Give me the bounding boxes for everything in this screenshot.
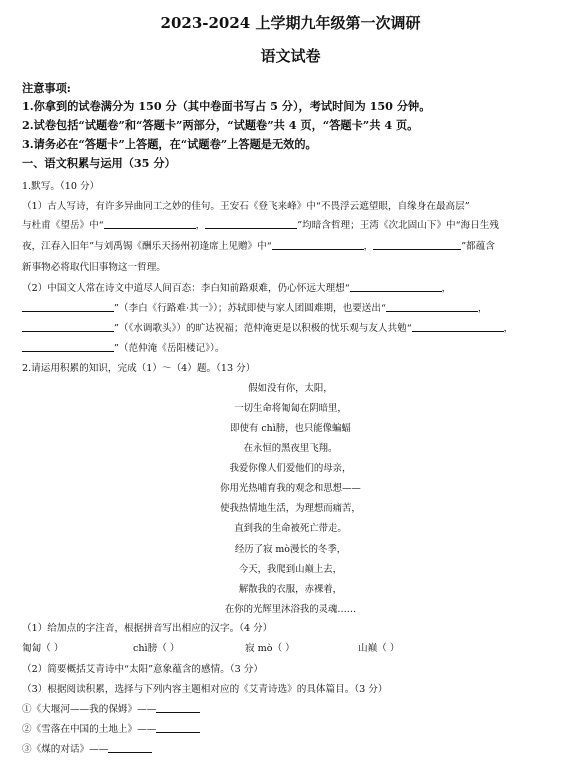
notice-item-1: 1.你拿到的试卷满分为 150 分（其中卷面书写占 5 分），考试时间为 150 分钟。 [22, 99, 431, 113]
notice-item-2: 2.试卷包括“试题卷”和“答题卡”两部分，“试题卷”共 4 页，“答题卡”共 4 页。 [22, 118, 419, 132]
q1-part2-line4 [22, 340, 224, 354]
q2-sub2: （2）简要概括艾青诗中“太阳”意象蕴含的感情。（3 分） [22, 664, 263, 675]
q1-part1-text-a: 与杜甫《望岳》中“ [22, 220, 104, 231]
q2-sub1-title: （1）给加点的字注音，根据拼音写出相应的汉字。（4 分） [22, 623, 273, 634]
poem-line-2: 一切生命将匍匐在阴暗里， [234, 403, 347, 414]
answer-blank[interactable] [104, 219, 196, 229]
q2-sub1-item-3: 寂 mò（ ） [245, 643, 295, 654]
q2-sub3-item-3 [22, 741, 152, 755]
exam-subtitle: 语文试卷 [260, 47, 321, 65]
q1-part1-line2 [22, 217, 499, 231]
poem-line-5: 我爱你像人们爱他们的母亲， [229, 463, 352, 474]
answer-blank[interactable] [373, 240, 461, 250]
q2-sub3-item-1 [22, 701, 200, 715]
q2-sub1-item-2: chì膀（ ） [133, 643, 180, 654]
question-2-title: 2.请运用积累的知识，完成（1）～（4）题。（13 分） [22, 363, 256, 374]
notice-item-3: 3.请务必在“答题卡”上答题，在“试题卷”上答题是无效的。 [22, 137, 317, 151]
poem-line-4: 在永恒的黑夜里飞翔。 [243, 443, 338, 454]
notice-heading: 注意事项: [22, 81, 71, 95]
q1-part2-line1 [22, 280, 451, 294]
answer-blank[interactable] [205, 219, 297, 229]
q1-part2-text-b: ， [441, 283, 452, 294]
poem-line-1: 假如没有你，太阳， [248, 383, 333, 394]
q1-part2-text-a: （2）中国文人常在诗文中道尽人间百态：李白知前路艰难，仍心怀远大理想“ [22, 283, 350, 294]
q2-sub1-item-1: 匍匐（ ） [22, 643, 64, 654]
q1-part1-text-c: ”均暗含哲理；王湾《次北固山下》中“海日生残 [297, 220, 499, 231]
answer-blank[interactable] [108, 743, 152, 753]
answer-blank[interactable] [272, 240, 364, 250]
answer-blank[interactable] [386, 302, 478, 312]
q1-part2-text-d: ， [477, 303, 488, 314]
section-heading: 一、语文积累与运用（35 分） [22, 156, 176, 170]
answer-blank[interactable] [156, 723, 200, 733]
q1-part1-line3 [22, 238, 495, 252]
q1-part1-text-d: 夜，江春入旧年”与刘禹锡《酬乐天扬州初逢席上见赠》中“ [22, 241, 272, 252]
q2-sub3-item-2 [22, 721, 200, 735]
q1-part2-text-g: ”（范仲淹《岳阳楼记》）。 [114, 343, 225, 354]
q1-part1-text-b: ， [195, 220, 206, 231]
poem-line-9: 经历了寂 mò漫长的冬季， [234, 544, 347, 555]
question-1-title: 1.默写。（10 分） [22, 181, 100, 192]
q2-sub3-item-3-text: ③《煤的对话》—— [22, 744, 109, 755]
poem-line-3: 即使有 chì膀，也只能像蝙蝠 [230, 423, 351, 434]
q2-sub3-item-1-text: ①《大堰河——我的保姆》—— [22, 704, 157, 715]
exam-title: 2023-2024 上学期九年级第一次调研 [160, 14, 421, 32]
poem-line-11: 解散我的衣服，赤裸着， [238, 584, 343, 595]
q2-sub3-title: （3）根据阅读积累，选择与下列内容主题相对应的《艾青诗选》的具体篇目。（3 分） [22, 684, 388, 695]
q1-part1-line1: （1）古人写诗，有许多异曲同工之妙的佳句。王安石《登飞来峰》中“不畏浮云遮望眼，自缘身在最高层” [22, 201, 470, 212]
poem-line-12: 在你的光辉里沐浴我的灵魂…… [224, 604, 357, 615]
poem-line-7: 使我热情地生活，为理想而痛苦， [220, 503, 361, 514]
answer-blank[interactable] [22, 322, 114, 332]
q1-part2-line3 [22, 320, 513, 334]
answer-blank[interactable] [156, 703, 200, 713]
q1-part2-line2 [22, 300, 487, 314]
q2-sub3-item-2-text: ②《雪落在中国的土地上》—— [22, 724, 157, 735]
poem-line-10: 今天，我爬到山巅上去， [238, 564, 343, 575]
q2-sub1-item-4: 山巅（ ） [358, 643, 400, 654]
answer-blank[interactable] [22, 342, 114, 352]
poem-line-8: 直到我的生命被死亡带走。 [234, 523, 347, 534]
q1-part2-text-c: ”（李白《行路难·其一》）；苏轼即使与家人团圆难期，也要送出“ [114, 303, 386, 314]
q1-part2-text-f: ， [503, 323, 514, 334]
q1-part1-line4: 新事物必将取代旧事物这一哲理。 [22, 262, 166, 273]
q1-part1-text-f: ”都蕴含 [461, 241, 495, 252]
q1-part2-text-e: ”（《水调歌头》）的旷达祝福；范仲淹更是以积极的忧乐观与友人共勉“ [114, 323, 412, 334]
answer-blank[interactable] [350, 282, 442, 292]
answer-blank[interactable] [22, 302, 114, 312]
q1-part1-text-e: ， [363, 241, 374, 252]
answer-blank[interactable] [412, 322, 504, 332]
poem-line-6: 你用光热哺育我的观念和思想—— [220, 483, 361, 494]
